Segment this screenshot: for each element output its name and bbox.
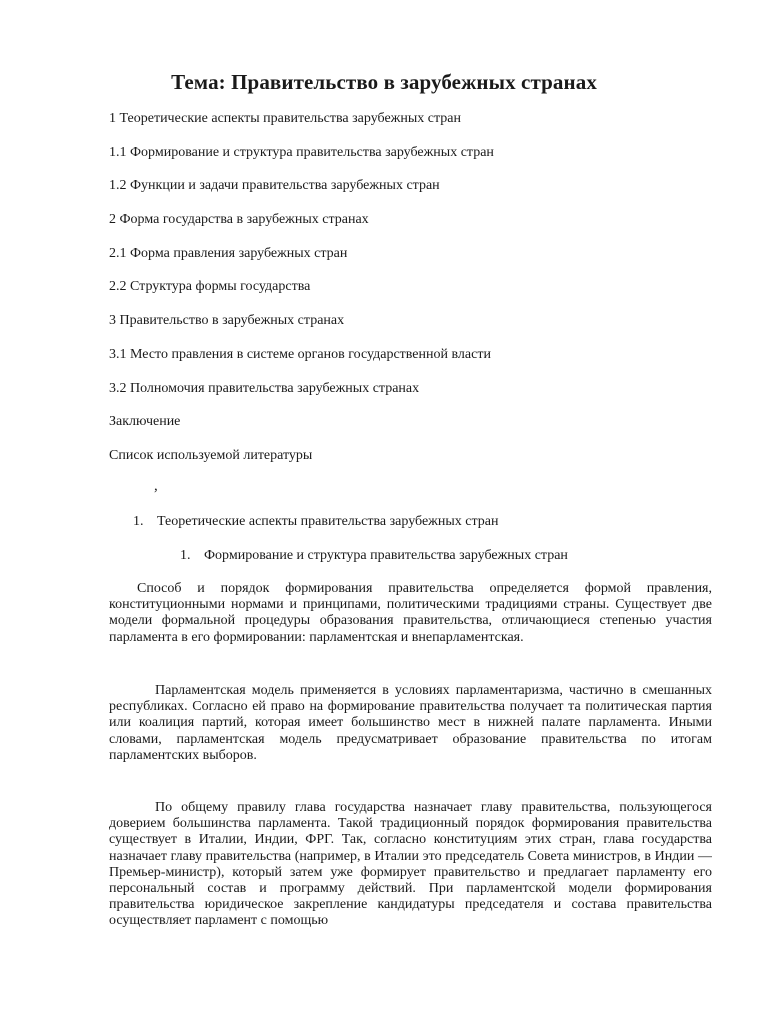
subsection-number: 1. (180, 548, 191, 563)
toc-item: 3 Правительство в зарубежных странах (109, 313, 345, 329)
body-paragraph: Парламентская модель применяется в условиях парламентаризма, частично в смешанных республиках. Согласно ей право на формирование правительства получает та политическая партия или коалиция партий, которая имеет большинство мест в нижней палате парламента. Иными словами, парламентская модель предусматривает образование правительства по итогам парламентских выборов. (109, 683, 712, 763)
section-heading-text: Теоретические аспекты правительства зарубежных стран (157, 514, 499, 529)
toc-item: 2 Форма государства в зарубежных странах (109, 212, 369, 228)
toc-item: Список используемой литературы (109, 447, 313, 463)
toc-item: Заключение (109, 414, 181, 430)
body-paragraph: Способ и порядок формирования правительства определяется формой правления, конституционными нормами и принципами, политическими традициями страны. Существует две модели формальной процедуры образования правительства, отличающиеся степенью участия парламента в его формировании: парламентская и внепарламентская. (109, 581, 712, 645)
subsection-heading-text: Формирование и структура правительства зарубежных стран (204, 548, 568, 563)
body-paragraph: По общему правилу глава государства назначает главу правительства, пользующегося доверием большинства парламента. Такой традиционный порядок формирования правительства существует в Италии, Индии, ФРГ. Так, согласно конституциям этих стран, глава государства назначает главу правительства (например, в Италии это председатель Совета министров, в Индии — Премьер-министр), который затем уже формирует правительство и предлагает парламенту его персональный состав и программу действий. При парламентской модели формирования правительства юридическое закрепление кандидатуры председателя и состава правительства осуществляет парламент с помощью (109, 800, 712, 929)
subsection-heading (180, 548, 568, 564)
toc-item: 1 Теоретические аспекты правительства зарубежных стран (109, 111, 461, 126)
toc-item: 3.1 Место правления в системе органов государственной власти (109, 346, 491, 362)
toc-item: 3.2 Полномочия правительства зарубежных странах (109, 380, 420, 396)
stray-comma: , (154, 478, 158, 494)
toc-item: 2.2 Структура формы государства (109, 279, 311, 295)
section-number: 1. (133, 514, 144, 529)
toc-item: 1.2 Функции и задачи правительства зарубежных стран (109, 178, 440, 194)
table-of-contents (109, 110, 709, 481)
section-heading (133, 514, 498, 530)
toc-item: 2.1 Форма правления зарубежных стран (109, 245, 348, 261)
toc-item: 1.1 Формирование и структура правительства зарубежных стран (109, 144, 494, 160)
page-title: Тема: Правительство в зарубежных странах (171, 70, 597, 94)
